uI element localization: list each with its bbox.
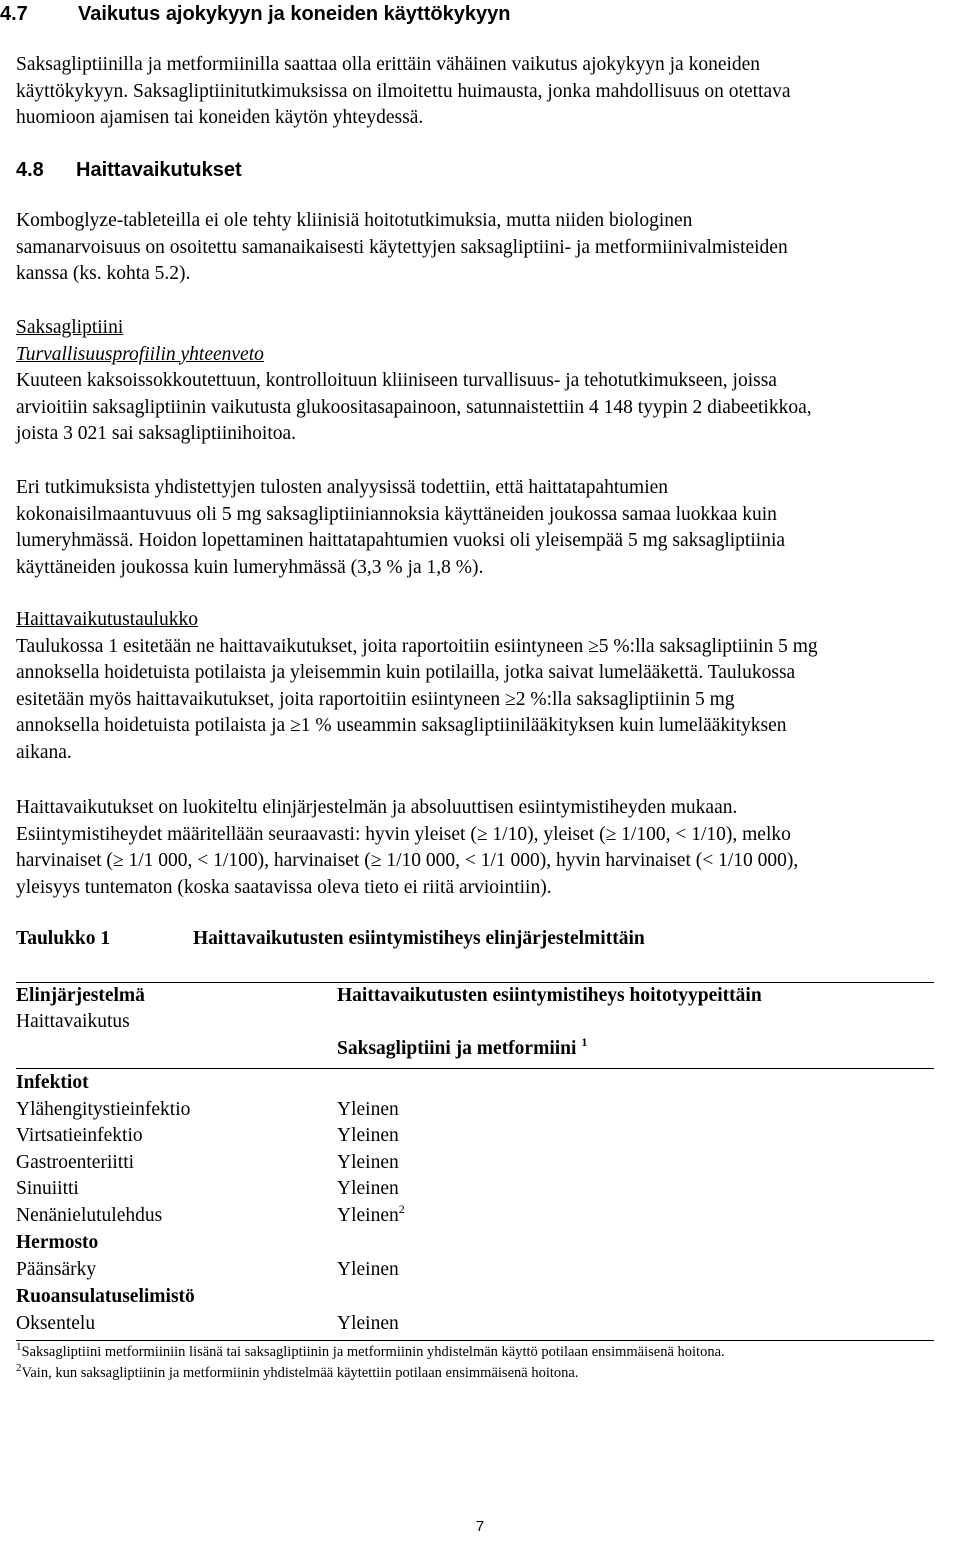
- table-row: [16, 1125, 936, 1151]
- section-4-7-title: Vaikutus ajokykyyn ja koneiden käyttökykyyn: [78, 3, 511, 25]
- adverse-reaction: Gastroenteriitti: [16, 1152, 135, 1173]
- text-line: aikana.: [16, 741, 72, 763]
- saxagliptin-heading: Saksagliptiini: [16, 317, 124, 338]
- frequency: [337, 1202, 405, 1227]
- col2-subheader-text: Saksagliptiini ja metformiini: [337, 1038, 577, 1059]
- footnote-mark: 2: [398, 1202, 405, 1216]
- table-header-row-2: [16, 1011, 936, 1037]
- table-top-rule: [16, 982, 934, 983]
- adverse-reaction: Oksentelu: [16, 1313, 96, 1334]
- text-line: käyttäneiden joukossa kuin lumeryhmässä (3,3 % ja 1,8 %).: [16, 556, 484, 578]
- text-line: kokonaisilmaantuvuus oli 5 mg saksagliptiiniannoksia käyttäneiden joukossa samaa luokkaa kuin: [16, 503, 777, 525]
- adverse-reaction: Sinuiitti: [16, 1178, 79, 1199]
- adverse-reaction: Ylähengitystieinfektio: [16, 1099, 191, 1120]
- organ-class: Hermosto: [16, 1232, 99, 1253]
- text-line: arvioitiin saksagliptiinin vaikutusta glukoositasapainoon, satunnaistettiin 4 148 tyypin 2 diabeetikkoa,: [16, 396, 812, 418]
- section-4-8-number: 4.8: [16, 159, 44, 181]
- frequency: Yleinen: [337, 1152, 399, 1173]
- text-line: käyttökykyyn. Saksagliptiinitutkimuksissa on ilmoitettu huimausta, jonka mahdollisuus on otettava: [16, 80, 791, 102]
- text-line: Esiintymistiheydet määritellään seuraavasti: hyvin yleiset (≥ 1/10), yleiset (≥ 1/100, < 1/10), melko: [16, 823, 791, 845]
- table-header-row: [16, 985, 936, 1011]
- frequency-paragraph: [16, 795, 956, 901]
- text-line: esitetään myös haittavaikutukset, joita raportoitiin esiintyneen ≥2 %:lla saksagliptiinin 5 mg: [16, 688, 735, 710]
- table-row: [16, 1178, 936, 1204]
- text-line: annoksella hoidetuista potilaista ja yleisemmin kuin potilailla, jotka saivat lumelääkettä. Taulukossa: [16, 662, 796, 683]
- table-row: [16, 1099, 936, 1125]
- text-line: huomioon ajamisen tai koneiden käytön yhteydessä.: [16, 107, 424, 128]
- table-row: [16, 1313, 936, 1339]
- adverse-table-heading: Haittavaikutustaulukko: [16, 609, 198, 630]
- col1-header-reaction: Haittavaikutus: [16, 1011, 130, 1032]
- table-row: [16, 1232, 936, 1258]
- frequency: Yleinen: [337, 1259, 399, 1280]
- col2-subheader: [337, 1035, 588, 1060]
- section-4-8-title: Haittavaikutukset: [76, 159, 242, 181]
- frequency: Yleinen: [337, 1313, 399, 1334]
- frequency: Yleinen: [337, 1125, 399, 1146]
- text-line: Komboglyze-tableteilla ei ole tehty kliinisiä hoitotutkimuksia, mutta niiden biologinen: [16, 210, 693, 231]
- text-line: harvinaiset (≥ 1/1 000, < 1/100), harvinaiset (≥ 1/10 000, < 1/1 000), hyvin harvinaiset (< 1/10 000),: [16, 850, 799, 871]
- analysis-paragraph: [16, 475, 956, 581]
- adverse-reaction: Virtsatieinfektio: [16, 1125, 143, 1146]
- page-number: 7: [475, 1518, 485, 1535]
- table-header-rule: [16, 1068, 934, 1069]
- footnote-text: Vain, kun saksagliptiinin ja metformiinin yhdistelmää käytettiin potilaan ensimmäisenä hoitona.: [21, 1365, 579, 1381]
- table-caption: Haittavaikutusten esiintymistiheys elinjärjestelmittäin: [193, 928, 645, 949]
- footnote-text: Saksagliptiini metformiiniin lisänä tai saksagliptiinin ja metformiinin yhdistelmän käyttö potilaan ensimmäisenä hoitona.: [21, 1344, 725, 1360]
- table-subheader-row: [16, 1035, 936, 1064]
- organ-class: Ruoansulatuselimistö: [16, 1286, 195, 1307]
- text-line: yleisyys tuntematon (koska saatavissa oleva tieto ei riitä arviointiin).: [16, 876, 552, 898]
- footnote-1: [16, 1341, 725, 1361]
- text-line: Eri tutkimuksista yhdistettyjen tulosten analyysissä todettiin, että haittatapahtumien: [16, 477, 669, 498]
- section-4-7-number: 4.7: [0, 3, 28, 25]
- frequency-text: Yleinen: [337, 1205, 399, 1226]
- col1-header-organ: Elinjärjestelmä: [16, 985, 145, 1006]
- adverse-reaction: Päänsärky: [16, 1259, 97, 1280]
- table-row: [16, 1259, 936, 1285]
- footnote-mark: 1: [16, 1341, 22, 1353]
- text-line: samanarvoisuus on osoitettu samanaikaisesti käytettyjen saksagliptiini- ja metformiinivalmisteiden: [16, 236, 788, 258]
- safety-summary-block: [16, 315, 956, 448]
- footnote-mark: 2: [16, 1362, 22, 1374]
- adverse-table-intro: [16, 607, 956, 766]
- text-line: Kuuteen kaksoissokkoutettuun, kontrolloituun kliiniseen turvallisuus- ja tehotutkimukseen, joissa: [16, 370, 777, 391]
- table-row: [16, 1152, 936, 1178]
- adverse-reaction: Nenänielutulehdus: [16, 1205, 163, 1226]
- section-4-7-paragraph: [16, 52, 956, 132]
- table-label: Taulukko 1: [16, 928, 111, 949]
- text-line: lumeryhmässä. Hoidon lopettaminen haittatapahtumien vuoksi oli yleisempää 5 mg saksagliptiinia: [16, 530, 786, 551]
- safety-profile-heading: Turvallisuusprofiilin yhteenveto: [16, 343, 264, 365]
- organ-class: Infektiot: [16, 1072, 89, 1093]
- text-line: Haittavaikutukset on luokiteltu elinjärjestelmän ja absoluuttisen esiintymistiheyden mukaan.: [16, 797, 738, 818]
- section-4-8-intro: [16, 208, 956, 288]
- footnote-2: [16, 1362, 579, 1382]
- table-row: [16, 1202, 936, 1231]
- frequency: Yleinen: [337, 1099, 399, 1120]
- table-bottom-rule: [16, 1340, 934, 1341]
- footnote-mark: 1: [581, 1035, 588, 1049]
- frequency: Yleinen: [337, 1178, 399, 1199]
- text-line: Saksagliptiinilla ja metformiinilla saattaa olla erittäin vähäinen vaikutus ajokykyyn ja koneiden: [16, 54, 761, 75]
- table-row: [16, 1072, 936, 1098]
- text-line: kanssa (ks. kohta 5.2).: [16, 263, 191, 284]
- text-line: annoksella hoidetuista potilaista ja ≥1 % useammin saksagliptiinilääkityksen kuin lumelääkityksen: [16, 715, 787, 736]
- text-line: joista 3 021 sai saksagliptiinihoitoa.: [16, 423, 297, 444]
- text-line: Taulukossa 1 esitetään ne haittavaikutukset, joita raportoitiin esiintyneen ≥5 %:lla saksagliptiinin 5 mg: [16, 635, 818, 657]
- col2-header: Haittavaikutusten esiintymistiheys hoitotyypeittäin: [337, 985, 762, 1006]
- table-row: [16, 1286, 936, 1312]
